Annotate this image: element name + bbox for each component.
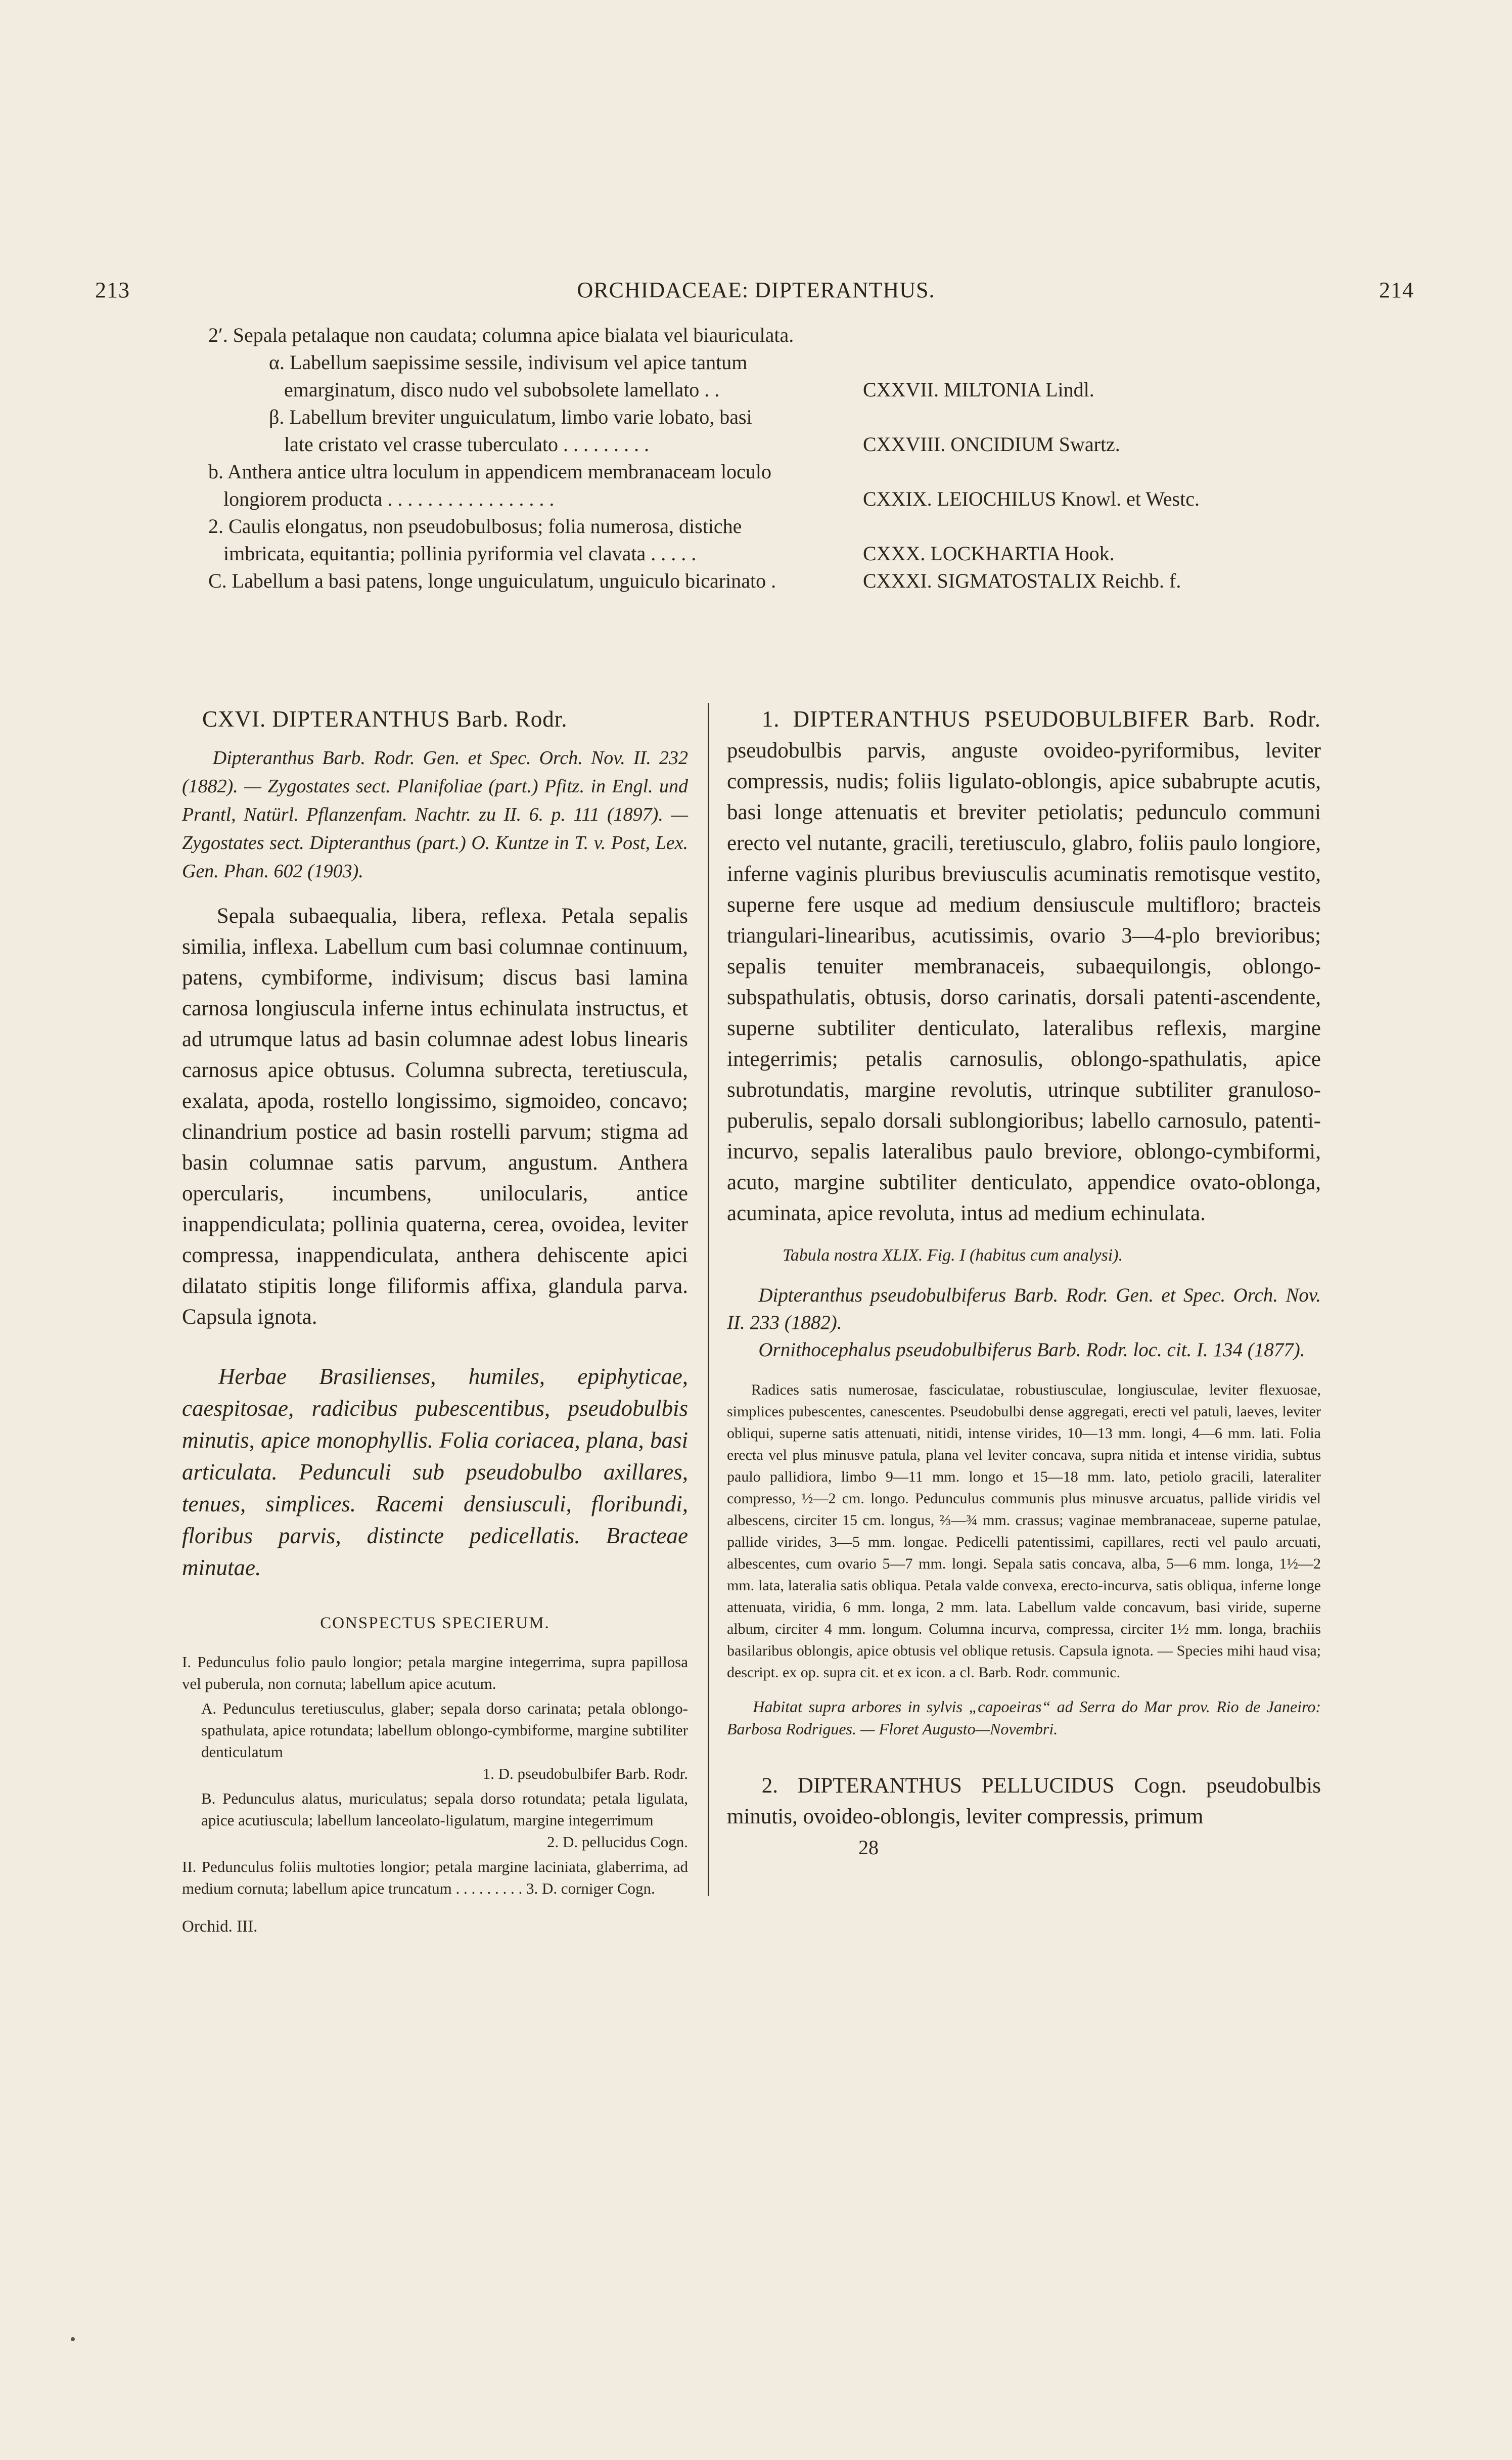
key-line: late cristato vel crasse tuberculato . . . . . . . . . xyxy=(284,433,649,456)
conspectus-species: 1. D. pseudobulbifer Barb. Rodr. xyxy=(482,1765,688,1782)
running-title: ORCHIDACEAE: DIPTERANTHUS. xyxy=(577,278,935,302)
key-line: α. Labellum saepissime sessile, indivisum vel apice tantum xyxy=(269,351,748,374)
genus-synonymy: Dipteranthus Barb. Rodr. Gen. et Spec. Orch. Nov. II. 232 (1882). — Zygostates sect. Planifoliae (part.) Pfitz. in Engl. und Prantl, Natürl. Pflanzenfam. Nachtr. zu II. 6. p. 111 (1897). — Zygostates sect. Dipteranthus (part.) O. Kuntze in T. v. Post, Lex. Gen. Phan. 602 (1903). xyxy=(182,747,688,882)
page-number-right: 214 xyxy=(1379,278,1414,302)
genus-key xyxy=(208,322,1401,625)
plate-reference: Tabula nostra XLIX. Fig. I (habitus cum analysi). xyxy=(783,1246,1123,1265)
species1-heading: 1. DIPTERANTHUS PSEUDOBULBIFER Barb. Rodr. xyxy=(761,706,1321,732)
key-line: b. Anthera antice ultra loculum in appendicem membranaceam loculo xyxy=(208,460,772,483)
conspectus-specierum xyxy=(182,1651,688,1899)
page-number-left: 213 xyxy=(95,278,130,302)
column-divider xyxy=(708,703,709,1896)
key-line: imbricata, equitantia; pollinia pyriformia vel clavata . . . . . xyxy=(223,542,697,565)
key-line: emarginatum, disco nudo vel subobsolete lamellato . . xyxy=(284,378,720,401)
genus-heading: CXVI. DIPTERANTHUS Barb. Rodr. xyxy=(202,706,568,732)
conspectus-entry: II. Pedunculus foliis multoties longior; petala margine laciniata, glaberrima, ad medium cornuta; labellum apice truncatum . . . . . . . . . 3. D. corniger Cogn. xyxy=(182,1858,688,1897)
key-line: longiorem producta . . . . . . . . . . . . . . . . . xyxy=(223,487,555,510)
left-column xyxy=(182,704,688,1942)
print-speck xyxy=(71,2337,75,2341)
key-line: 2′. Sepala petalaque non caudata; columna apice bialata vel biauriculata. xyxy=(208,324,794,346)
key-line: 2. Caulis elongatus, non pseudobulbosus; folia numerosa, distiche xyxy=(208,515,742,538)
key-genus-ref: CXXX. LOCKHARTIA Hook. xyxy=(863,542,1115,565)
conspectus-entry: A. Pedunculus teretiusculus, glaber; sepala dorso carinata; petala oblongo-spathulata, apice rotundata; labellum oblongo-cymbiforme, margine subtiliter denticulatum xyxy=(201,1699,688,1761)
conspectus-title: CONSPECTUS SPECIERUM. xyxy=(320,1614,550,1632)
species2-heading: 2. DIPTERANTHUS PELLUCIDUS Cogn. pseudobulbis minutis, ovoideo-oblongis, leviter compressis, primum xyxy=(727,1774,1321,1828)
key-genus-ref: CXXVII. MILTONIA Lindl. xyxy=(863,378,1094,401)
key-line: C. Labellum a basi patens, longe unguiculatum, unguiculo bicarinato . xyxy=(208,569,776,592)
genus-description: Sepala subaequalia, libera, reflexa. Petala sepalis similia, inflexa. Labellum cum basi columnae continuum, patens, cymbiforme, indivisum; discus basi lamina carnosa longiuscula inferne intus echinulata instructus, et ad utrumque latus ad basin columnae adest lobus linearis carnosus apice obtusus. Columna subrecta, teretiuscula, exalata, apoda, rostello longissimo, sigmoideo, concavo; clinandrium postice ad basin rostelli parvum; stigma ad basin columnae satis parvum, angustum. Anthera opercularis, incumbens, unilocularis, antice inappendiculata; pollinia quaterna, cerea, ovoidea, leviter compressa, inappendiculata, anthera dehiscente apici dilatato stipitis longe filiformis affixa, glandula parva. Capsula ignota. xyxy=(182,904,688,1329)
species1-synonym: Dipteranthus pseudobulbiferus Barb. Rodr. Gen. et Spec. Orch. Nov. II. 233 (1882). xyxy=(727,1284,1321,1333)
species1-heading-and-description xyxy=(727,704,1321,1229)
species1-detailed-description: Radices satis numerosae, fasciculatae, robustiusculae, longiusculae, leviter flexuosae, simplices pubescentes, canescentes. Pseudobulbi dense aggregati, erecti vel patuli, laeves, leviter obliqui, superne satis attenuati, nitidi, intense virides, 10—13 mm. longi, 4—6 mm. lati. Folia erecta vel plus minusve patula, plana vel leviter concava, supra nitida et intense viridia, subtus paulo pallidiora, limbo 9—11 mm. longo et 15—18 mm. lato, petiolo gracili, lateraliter compresso, ½—2 cm. longo. Pedunculus communis plus minusve arcuatus, pallide viridis vel albescens, circiter 15 cm. longus, ⅔—¾ mm. crassus; vaginae membranaceae, superne patulae, pallide virides, 3—5 mm. longae. Pedicelli patentissimi, capillares, recti vel paulo arcuati, albescentes, cum ovario 5—7 mm. longi. Sepala satis concava, alba, 5—6 mm. longa, 1½—2 mm. lata, lateralia satis obliqua. Petala valde convexa, erecto-incurva, satis obliqua, inferne longe attenuata, viridia, 6 mm. longa, 2 mm. lata. Labellum valde concavum, basi viride, superne album, circiter 4 mm. longum. Columna incurva, compressa, circiter 1½ mm. longa, brachiis basilaribus oblongis, apice obtusis vel oblique retusis. Capsula ignota. — Species mihi haud visa; descript. ex op. supra cit. et ex icon. a cl. Barb. Rodr. communic. xyxy=(727,1381,1321,1681)
gathering-number: 28 xyxy=(858,1836,879,1859)
species1-habitat: Habitat supra arbores in sylvis „capoeiras“ ad Serra do Mar prov. Rio de Janeiro: Barbosa Rodrigues. — Floret Augusto—Novembri. xyxy=(727,1697,1321,1738)
key-line: β. Labellum breviter unguiculatum, limbo varie lobato, basi xyxy=(269,406,752,428)
conspectus-species: 2. D. pellucidus Cogn. xyxy=(547,1833,688,1851)
species1-synonym: Ornithocephalus pseudobulbiferus Barb. Rodr. loc. cit. I. 134 (1877). xyxy=(758,1339,1305,1361)
right-column xyxy=(727,704,1321,1863)
signature-mark: Orchid. III. xyxy=(182,1917,258,1936)
key-genus-ref: CXXXI. SIGMATOSTALIX Reichb. f. xyxy=(863,569,1181,592)
key-genus-ref: CXXIX. LEIOCHILUS Knowl. et Westc. xyxy=(863,487,1200,510)
conspectus-entry: B. Pedunculus alatus, muriculatus; sepala dorso rotundata; petala ligulata, apice acutiuscula; labellum lanceolato-ligulatum, margine integerrimum xyxy=(201,1790,688,1829)
key-genus-ref: CXXVIII. ONCIDIUM Swartz. xyxy=(863,433,1120,456)
conspectus-entry: I. Pedunculus folio paulo longior; petala margine integerrima, supra papillosa vel puberula, non cornuta; labellum apice acutum. xyxy=(182,1653,688,1692)
species1-description: pseudobulbis parvis, anguste ovoideo-pyriformibus, leviter compressis, nudis; foliis ligulato-oblongis, apice subabrupte acutis, basi longe attenuatis et breviter petiolatis; pedunculo communi erecto vel nutante, gracili, teretiusculo, glabro, foliis paulo longiore, inferne vaginis pluribus breviusculis acuminatis remotisque vestito, superne fere usque ad medium densiuscule multifloro; bracteis triangulari-linearibus, acutissimis, ovario 3—4-plo brevioribus; sepalis tenuiter membranaceis, subaequilongis, oblongo-subspathulatis, obtusis, dorso carinatis, dorsali patenti-ascendente, superne subtiliter denticulato, lateralibus reflexis, margine integerrimis; petalis carnosulis, oblongo-spathulatis, apice subrotundatis, margine revolutis, utrinque subtiliter granuloso-puberulis, sepalo dorsali sublongioribus; labello carnosulo, patenti-incurvo, sepalis lateralibus paulo breviore, oblongo-cymbiformi, acuto, margine subtiliter denticulato, appendice ovato-oblonga, acuminata, apice revoluta, intus ad medium echinulata. xyxy=(727,739,1321,1225)
habit-summary: Herbae Brasilienses, humiles, epiphyticae, caespitosae, radicibus pubescentibus, pseudobulbis minutis, apice monophyllis. Folia coriacea, plana, basi articulata. Pedunculi sub pseudobulbo axillares, tenues, simplices. Racemi densiusculi, floribundi, floribus parvis, distincte pedicellatis. Bracteae minutae. xyxy=(182,1364,688,1580)
